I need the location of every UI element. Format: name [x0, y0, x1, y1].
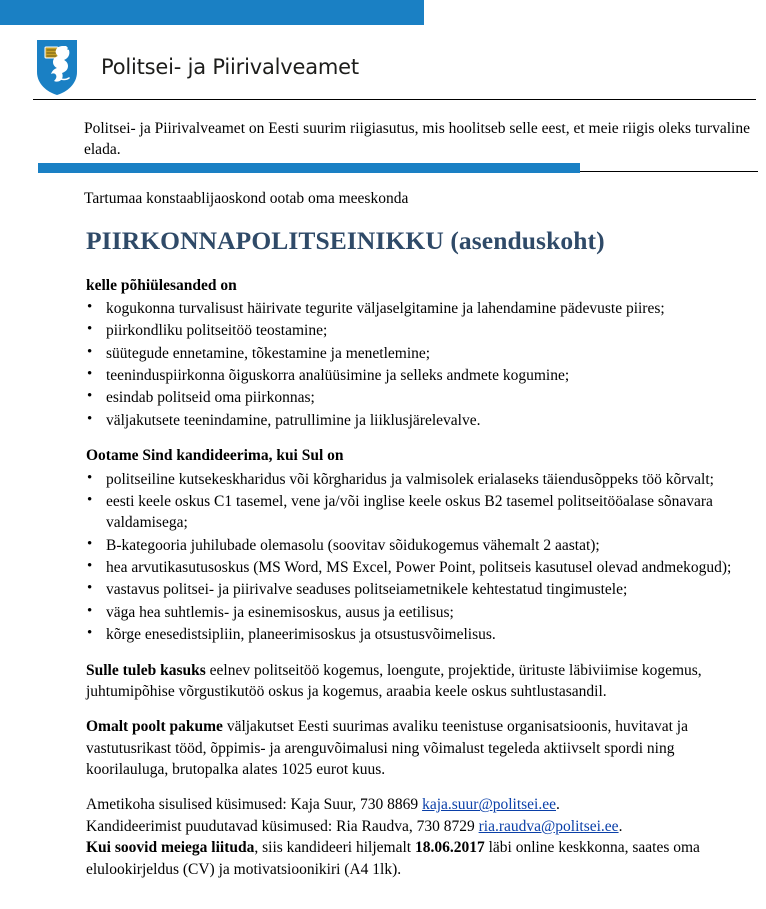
header-divider-rule [33, 99, 756, 100]
contacts-block [86, 794, 756, 880]
top-blue-banner [0, 0, 424, 25]
advantage-text: eelnev politseitöö kogemus, loengute, projektide, ürituste läbiviimise kogemus, juhtumipõhise võrgustikutöö oskus ja kogemus, araabia keele oskus suhtlustasandil. [86, 661, 702, 700]
application-deadline-line [86, 837, 756, 880]
offer-paragraph [86, 716, 756, 780]
list-item: • eesti keele oskus C1 tasemel, vene ja/või inglise keele oskus B2 tasemel politseitööalase sõnavara valdamisega; [84, 491, 756, 534]
list-item: • väga hea suhtlemis- ja esinemisoskus, ausus ja eetilisus; [84, 602, 756, 623]
contact-line2-pre: Kandideerimist puudutavad küsimused: Ria Raudva, 730 8729 [86, 817, 479, 835]
police-crest-icon [35, 38, 79, 96]
apply-end-text: läbi online keskkonna, saates oma elulookirjeldus (CV) ja motivatsioonikiri (A4 1lk). [86, 839, 700, 878]
contact-line1-post: . [556, 796, 560, 814]
lede-text: Tartumaa konstaablijaoskond ootab oma meeskonda [84, 190, 409, 207]
section-divider-blue-bar [38, 163, 580, 173]
section-divider-thin-line [580, 171, 758, 172]
list-item: • kõrge enesedistsipliin, planeerimisoskus ja otsustusvõimelisus. [84, 624, 756, 645]
apply-call-to-action: Kui soovid meiega liituda [86, 839, 255, 857]
job-advert-body [84, 188, 756, 880]
duties-heading: kelle põhiülesanded on [86, 276, 237, 294]
list-item: • esindab politseid oma piirkonnas; [84, 387, 756, 408]
organisation-name: Politsei- ja Piirivalveamet [101, 54, 359, 79]
list-item: • B-kategooria juhilubade olemasolu (soovitav sõidukogemus vähemalt 2 aastat); [84, 535, 756, 556]
intro-paragraph: Politsei- ja Piirivalveamet on Eesti suurim riigiasutus, mis hoolitseb selle eest, et meie riigis oleks turvaline elada. [84, 120, 750, 159]
list-item: • kogukonna turvalisust häirivate tegurite väljaselgitamine ja lahendamine pädevuste piires; [84, 298, 756, 319]
email-link-kaja-suur[interactable]: kaja.suur@politsei.ee [422, 796, 556, 814]
contact-line2-post: . [618, 817, 623, 835]
contact-line-application-questions [86, 816, 756, 837]
advantage-paragraph [86, 660, 756, 703]
deadline-date: 18.06.2017 [414, 839, 485, 857]
list-item: • väljakutsete teenindamine, patrullimine ja liiklusjärelevalve. [84, 410, 756, 431]
page-title: PIIRKONNAPOLITSEINIKKU (asenduskoht) [86, 226, 605, 256]
apply-mid-text: , siis kandideeri hiljemalt [254, 839, 415, 857]
requirements-list [84, 469, 756, 646]
duties-list [84, 298, 756, 431]
list-item: • vastavus politsei- ja piirivalve seaduses politseiametnikele kehtestatud tingimustele; [84, 579, 756, 600]
email-link-ria-raudva[interactable]: ria.raudva@politsei.ee [478, 817, 619, 835]
offer-lead: Omalt poolt pakume [86, 718, 223, 736]
offer-text: väljakutset Eesti suurimas avaliku teenistuse organisatsioonis, huvitavat ja vastutusrikast tööd, õppimis- ja arenguvõimalusi ning võimalust tegeleda aktiivselt spordi ning koorilauluga, brutopalka alates 1025 eurot kuus. [86, 718, 688, 779]
list-item: • süütegude ennetamine, tõkestamine ja menetlemine; [84, 343, 756, 364]
requirements-heading: Ootame Sind kandideerima, kui Sul on [86, 447, 344, 465]
letterhead [33, 33, 756, 100]
contact-line1-pre: Ametikoha sisulised küsimused: Kaja Suur, 730 8869 [86, 796, 423, 814]
section-divider [38, 163, 758, 173]
list-item: • teeninduspiirkonna õiguskorra analüüsimine ja selleks andmete kogumine; [84, 365, 756, 386]
list-item: • piirkondliku politseitöö teostamine; [84, 320, 756, 341]
list-item: • hea arvutikasutusoskus (MS Word, MS Excel, Power Point, politseis kasutusel olevad andmekogud); [84, 557, 756, 578]
contact-line-content-questions [86, 794, 756, 815]
list-item: • politseiline kutsekeskharidus või kõrgharidus ja valmisolek erialaseks täiendusõppeks töö kõrvalt; [84, 469, 756, 490]
advantage-lead: Sulle tuleb kasuks [86, 661, 206, 679]
